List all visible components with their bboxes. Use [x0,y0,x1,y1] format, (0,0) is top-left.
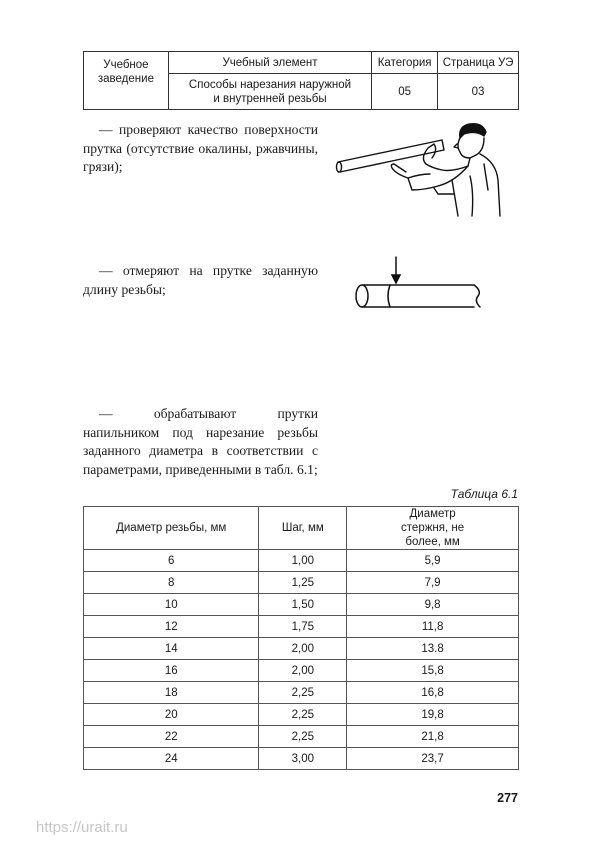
thread-parameters-table [83,506,519,770]
cell-rod-diameter: 21,8 [347,726,519,748]
cell-thread-diameter: 22 [84,726,259,748]
table-row [84,550,519,572]
rod-measurement-illustration [352,255,488,317]
cell-pitch: 2,25 [259,704,347,726]
worker-inspecting-rod-illustration [334,120,504,220]
cell-pitch: 1,50 [259,594,347,616]
paragraph-check-surface: — проверяют качество поверхности прутка (отсутствие окалины, ржавчины, грязи); [83,122,318,174]
cell-pitch: 2,00 [259,660,347,682]
paragraph-measure-length: — отмеряют на прутке заданную длину резьбы; [83,263,318,297]
paragraph-file-rods: — обрабатывают прутки напильником под нарезание резьбы заданного диаметра в соответствии с параметрами, приведенными в табл. 6.1; [83,406,318,477]
table-row [84,660,519,682]
page-number: 277 [497,791,518,805]
table-row [84,748,519,770]
cell-thread-diameter: 20 [84,704,259,726]
cell-rod-diameter: 19,8 [347,704,519,726]
cell-rod-diameter: 15,8 [347,660,519,682]
cell-pitch: 1,75 [259,616,347,638]
cell-rod-diameter: 23,7 [347,748,519,770]
institution-label: Учебное заведение [84,52,169,110]
watermark: https://urait.ru [36,819,128,836]
cell-rod-diameter: 5,9 [347,550,519,572]
table-row [84,616,519,638]
header-pitch: Шаг, мм [259,507,347,550]
table-row [84,704,519,726]
table-row [84,638,519,660]
cell-rod-diameter: 13.8 [347,638,519,660]
table-row [84,682,519,704]
cell-thread-diameter: 6 [84,550,259,572]
cell-pitch: 2,25 [259,682,347,704]
table-header-row [84,507,519,550]
cell-rod-diameter: 7,9 [347,572,519,594]
cell-rod-diameter: 9,8 [347,594,519,616]
cell-thread-diameter: 18 [84,682,259,704]
cell-thread-diameter: 16 [84,660,259,682]
table-row [84,594,519,616]
table-caption: Таблица 6.1 [450,487,518,501]
header-thread-diameter: Диаметр резьбы, мм [84,507,259,550]
header-rod-diameter: Диаметр стержня, не более, мм [347,507,519,550]
cell-pitch: 1,25 [259,572,347,594]
category-label: Категория [372,52,438,74]
table-row [84,726,519,748]
element-label: Учебный элемент [168,52,371,74]
page-label: Страница УЭ [438,52,519,74]
cell-pitch: 3,00 [259,748,347,770]
cell-thread-diameter: 14 [84,638,259,660]
header-table [83,51,519,110]
cell-rod-diameter: 11,8 [347,616,519,638]
cell-rod-diameter: 16,8 [347,682,519,704]
category-value: 05 [372,74,438,110]
cell-thread-diameter: 10 [84,594,259,616]
cell-pitch: 2,00 [259,638,347,660]
cell-thread-diameter: 8 [84,572,259,594]
cell-pitch: 1,00 [259,550,347,572]
page-value: 03 [438,74,519,110]
cell-pitch: 2,25 [259,726,347,748]
element-value: Способы нарезания наружной и внутренней резьбы [168,74,371,110]
table-row [84,572,519,594]
cell-thread-diameter: 12 [84,616,259,638]
cell-thread-diameter: 24 [84,748,259,770]
